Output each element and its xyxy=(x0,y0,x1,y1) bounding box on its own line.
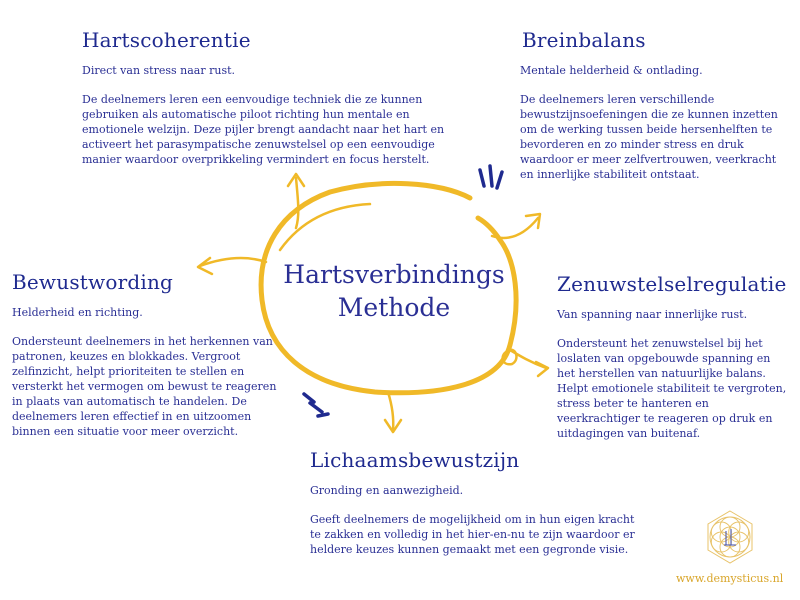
arrow-to-hartscoherentie xyxy=(296,178,298,228)
method-title xyxy=(262,258,526,324)
pillar-bewustwording xyxy=(12,270,287,439)
pillar-description: Ondersteunt deelnemers in het herkennen van patronen, keuzes en blokkades. Vergroot zelfinzicht, helpt prioriteiten te stellen en versterkt het vermogen om bewust te reageren in plaats van automatisch te handelen. De deelnemers leren effectief in en uitzoomen binnen een situatie voor meer overzicht. xyxy=(12,335,277,438)
pillar-subtitle: Direct van stress naar rust. xyxy=(82,64,236,77)
dash-marks-top-right xyxy=(480,166,502,188)
pillar-title: Breinbalans xyxy=(522,28,646,52)
pillar-title: Hartscoherentie xyxy=(82,28,251,52)
pillar-description: Ondersteunt het zenuwstelsel bij het loslaten van opgebouwde spanning en het herstellen van natuurlijke balans. Helpt emotionele stabiliteit te vergroten, stress beter te hanteren en veerkrachtiger te reageren op druk en uitdagingen van buitenaf. xyxy=(557,337,787,440)
dash-marks-bottom-left xyxy=(304,394,328,416)
method-title-line-2: Methode xyxy=(337,293,451,322)
pillar-subtitle: Helderheid en richting. xyxy=(12,306,143,319)
pillar-lichaamsbewustzijn xyxy=(310,448,640,557)
flower-of-life-logo-icon xyxy=(698,505,762,569)
pillar-title: Lichaamsbewustzijn xyxy=(310,448,520,472)
pillar-subtitle: Van spanning naar innerlijke rust. xyxy=(557,308,748,321)
pillar-breinbalans xyxy=(520,28,780,182)
pillar-zenuwstelselregulatie xyxy=(557,272,789,441)
arrowhead-zenuwstelselregulatie xyxy=(536,362,548,376)
pillar-subtitle: Mentale helderheid & ontlading. xyxy=(520,64,703,77)
arrowhead-breinbalans xyxy=(526,214,540,228)
pillar-description: De deelnemers leren een eenvoudige techniek die ze kunnen gebruiken als automatische piloot richting hun mentale en emotionele welzijn. Deze pijler brengt aandacht naar het hart en activeert het parasympatische zenuwstelsel op een eenvoudige manier waardoor overprikkeling vermindert en focus herstelt. xyxy=(82,93,445,166)
pillar-title: Zenuwstelselregulatie xyxy=(557,272,787,296)
pillar-description: Geeft deelnemers de mogelijkheid om in hun eigen kracht te zakken en volledig in het hier-en-nu te zijn waardoor er heldere keuzes kunnen gemaakt met een gegronde visie. xyxy=(310,513,635,556)
pillar-subtitle: Gronding en aanwezigheid. xyxy=(310,484,464,497)
method-title-line-1: Hartsverbindings xyxy=(283,260,505,289)
pillar-description: De deelnemers leren verschillende bewustzijnsoefeningen die ze kunnen inzetten om de werking tussen beide hersenhelften te bevorderen en zo minder stress en druk waardoor er meer zelfvertrouwen, veerkracht en innerlijke stabiliteit ontstaat. xyxy=(520,93,778,181)
pillar-hartscoherentie xyxy=(82,28,462,167)
pillar-title: Bewustwording xyxy=(12,270,174,294)
website-link[interactable]: www.demysticus.nl xyxy=(676,572,784,585)
